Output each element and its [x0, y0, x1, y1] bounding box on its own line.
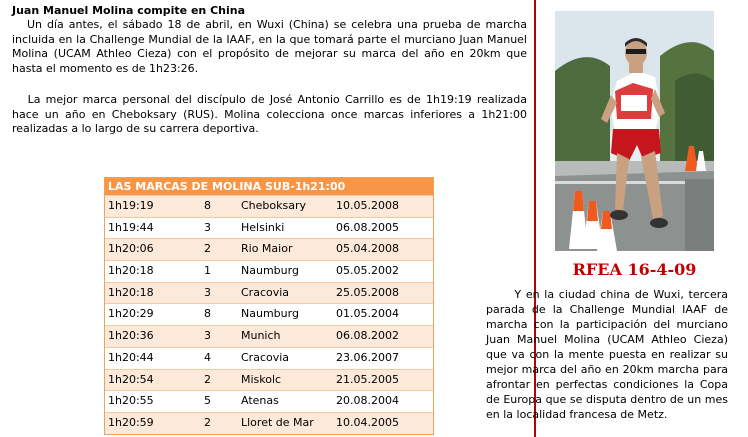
mark-date: 10.05.2008 — [336, 199, 399, 212]
mark-time: 1h20:44 — [108, 350, 154, 364]
mark-city: Lloret de Mar — [241, 415, 314, 429]
article-paragraph-1-text: Un día antes, el sábado 18 de abril, en Wuxi (China) se celebra una prueba de marcha incluida en la Challenge Mundial de la IAAF, en la que tomará parte el murciano Juan Manuel Molina (UCAM Athleo Cieza) con el propósito de mejorar su marca del año en 20km que hasta el momento es de 1h23:26. — [12, 18, 527, 75]
photo-caption: RFEA 16-4-09 — [572, 260, 697, 279]
table-row — [105, 260, 433, 282]
table-row — [105, 217, 433, 239]
mark-date: 25.05.2008 — [336, 285, 399, 299]
mark-time: 1h20:59 — [108, 415, 154, 429]
mark-time: 1h20:36 — [108, 329, 154, 343]
table-row — [105, 369, 433, 391]
mark-position: 2 — [204, 242, 211, 256]
mark-date: 05.04.2008 — [336, 242, 399, 256]
mark-position: 2 — [204, 415, 211, 429]
mark-city: Naumburg — [241, 264, 299, 278]
mark-position: 3 — [204, 329, 211, 343]
mark-time: 1h20:54 — [108, 372, 154, 386]
mark-position: 3 — [204, 220, 211, 234]
table-row — [105, 390, 433, 412]
mark-time: 1h20:55 — [108, 394, 154, 408]
article-main — [12, 4, 527, 137]
mark-date: 21.05.2005 — [336, 372, 399, 386]
mark-date: 23.06.2007 — [336, 350, 399, 364]
mark-city: Rio Maior — [241, 242, 293, 256]
mark-position: 1 — [204, 264, 211, 278]
mark-time: 1h20:29 — [108, 307, 154, 321]
mark-date: 06.08.2002 — [336, 329, 399, 343]
mark-city: Cracovia — [241, 350, 290, 364]
table-row — [105, 347, 433, 369]
mark-date: 06.08.2005 — [336, 220, 399, 234]
mark-date: 10.04.2005 — [336, 415, 399, 429]
mark-city: Miskolc — [241, 372, 282, 386]
sidebar-text-content: Y en la ciudad china de Wuxi, tercera parada de la Challenge Mundial IAAF de marcha con la participación del murciano Juan Manuel Molina (UCAM Athleo Cieza) que va con la mente puesta en realizar su mejor marca del año en 20km marcha para afrontar en perfectas condiciones la Copa de Europa que se disputa dentro de un mes en la localidad francesa de Metz. — [486, 288, 728, 421]
table-row — [105, 282, 433, 304]
mark-city: Atenas — [241, 394, 279, 408]
mark-position: 8 — [204, 199, 211, 212]
table-row — [105, 303, 433, 325]
mark-city: Naumburg — [241, 307, 299, 321]
sidebar-text — [486, 287, 728, 422]
mark-city: Helsinki — [241, 220, 285, 234]
mark-position: 2 — [204, 372, 211, 386]
mark-time: 1h20:06 — [108, 242, 154, 256]
mark-position: 5 — [204, 394, 211, 408]
mark-city: Cracovia — [241, 285, 290, 299]
table-row — [105, 238, 433, 260]
mark-position: 3 — [204, 285, 211, 299]
mark-date: 20.08.2004 — [336, 394, 399, 408]
table-row — [105, 195, 433, 217]
article-title: Juan Manuel Molina compite en China — [12, 4, 246, 17]
athlete-photo — [555, 11, 714, 251]
marks-table-heading: LAS MARCAS DE MOLINA SUB-1h21:00 — [105, 178, 433, 195]
mark-city: Munich — [241, 329, 281, 343]
article-paragraph-1 — [12, 18, 527, 76]
mark-city: Cheboksary — [241, 199, 307, 212]
article-paragraph-2-text: La mejor marca personal del discípulo de José Antonio Carrillo es de 1h19:19 realizada hace un año en Cheboksary (RUS). Molina colecciona once marcas inferiores a 1h21:00 realizadas a lo largo de su carrera deportiva. — [12, 93, 527, 135]
mark-position: 4 — [204, 350, 211, 364]
article-paragraph-2 — [12, 93, 527, 137]
mark-time: 1h20:18 — [108, 264, 154, 278]
mark-date: 01.05.2004 — [336, 307, 399, 321]
mark-time: 1h19:19 — [108, 199, 154, 212]
marks-table — [104, 177, 434, 435]
table-row — [105, 412, 433, 434]
mark-position: 8 — [204, 307, 211, 321]
mark-time: 1h19:44 — [108, 220, 154, 234]
mark-time: 1h20:18 — [108, 285, 154, 299]
table-row — [105, 325, 433, 347]
mark-date: 05.05.2002 — [336, 264, 399, 278]
